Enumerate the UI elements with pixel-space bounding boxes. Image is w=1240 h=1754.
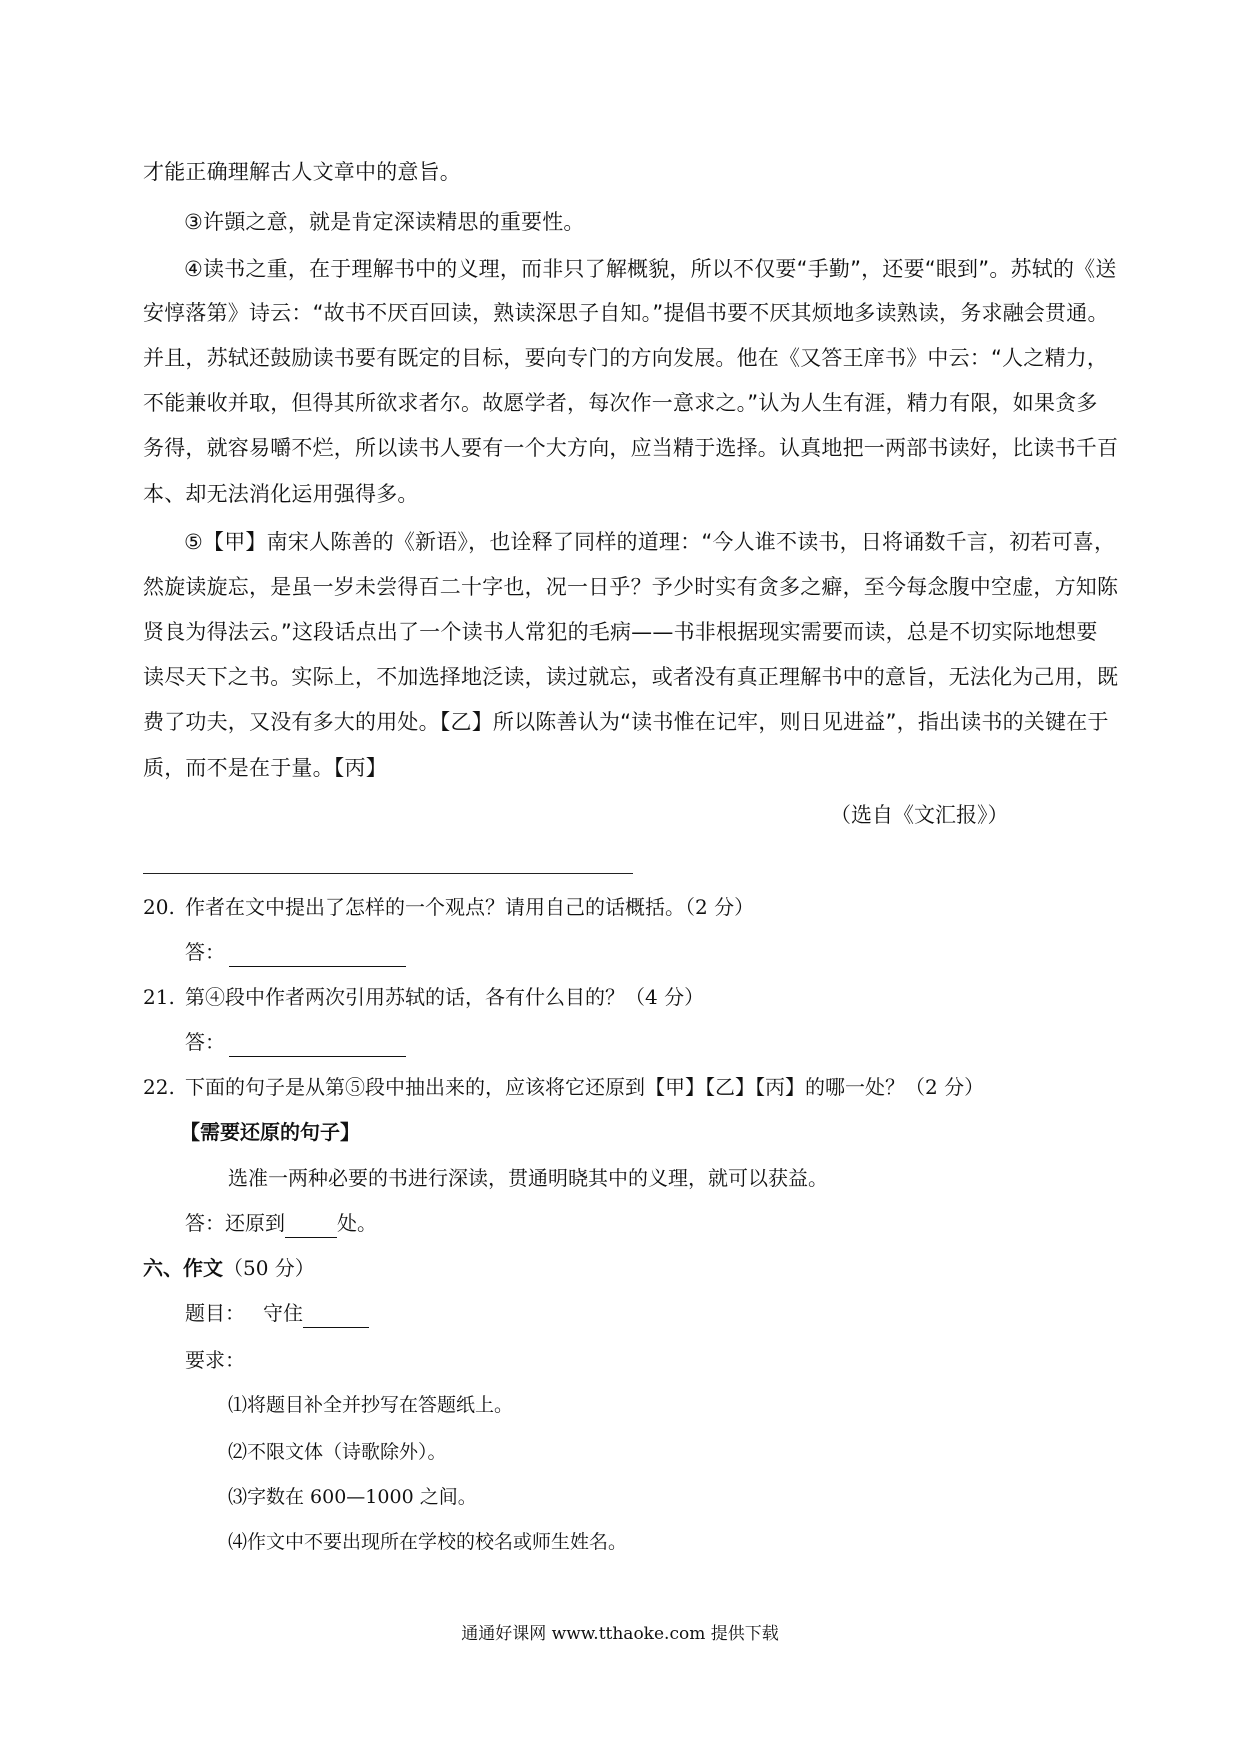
passage-line: ④读书之重，在于理解书中的义理，而非只了解概貌，所以不仅要“手勤”，还要“眼到”。苏轼的《送 xyxy=(184,257,1117,281)
divider-rule xyxy=(143,873,633,874)
restore-sentence: 选准一两种必要的书进行深读，贯通明晓其中的义理，就可以获益。 xyxy=(228,1166,828,1190)
restore-subheading: 【需要还原的句子】 xyxy=(180,1120,360,1144)
requirement-item: ⑶字数在 600—1000 之间。 xyxy=(228,1486,477,1508)
passage-line: 质，而不是在于量。【丙】 xyxy=(143,756,387,780)
topic-blank[interactable] xyxy=(303,1305,369,1328)
requirement-item: ⑵不限文体（诗歌除外）。 xyxy=(228,1441,447,1463)
question-number: 21. xyxy=(143,985,175,1009)
answer-blank[interactable] xyxy=(229,944,406,967)
passage-line: ③许顗之意，就是肯定深读精思的重要性。 xyxy=(184,210,585,234)
passage-line: 贤良为得法云。”这段话点出了一个读书人常犯的毛病——书非根据现实需要而读，总是不切实际地想要 xyxy=(143,620,1098,644)
essay-points: （50 分） xyxy=(223,1256,315,1280)
answer-label: 答： xyxy=(185,1030,225,1054)
question-20 xyxy=(143,892,754,922)
passage-line: 不能兼收并取，但得其所欲求者尔。故愿学者，每次作一意求之。”认为人生有涯，精力有限，如果贪多 xyxy=(143,391,1098,415)
question-text: 下面的句子是从第⑤段中抽出来的，应该将它还原到【甲】【乙】【丙】的哪一处？（2 分） xyxy=(185,1075,985,1099)
topic-text: 守住 xyxy=(263,1301,303,1325)
answer-label: 答： xyxy=(185,940,225,964)
passage-line: 安惇落第》诗云：“故书不厌百回读，熟读深思子自知。”提倡书要不厌其烦地多读熟读，务求融会贯通。 xyxy=(143,301,1109,325)
answer-prefix: 答：还原到 xyxy=(185,1211,285,1235)
passage-line: ⑤【甲】南宋人陈善的《新语》，也诠释了同样的道理：“今人谁不读书，日将诵数千言，初若可喜， xyxy=(184,530,1116,554)
question-text: 作者在文中提出了怎样的一个观点？请用自己的话概括。（2 分） xyxy=(185,895,755,919)
topic-label: 题目： xyxy=(185,1301,245,1325)
question-number: 22. xyxy=(143,1075,175,1099)
requirement-item: ⑷作文中不要出现所在学校的校名或师生姓名。 xyxy=(228,1531,628,1553)
essay-topic xyxy=(185,1298,369,1328)
question-22 xyxy=(143,1072,984,1102)
essay-section-heading xyxy=(143,1253,315,1283)
question-text: 第④段中作者两次引用苏轼的话，各有什么目的？（4 分） xyxy=(185,985,705,1009)
answer-21 xyxy=(185,1027,406,1057)
requirement-item: ⑴将题目补全并抄写在答题纸上。 xyxy=(228,1394,514,1416)
passage-line: 读尽天下之书。实际上，不加选择地泛读，读过就忘，或者没有真正理解书中的意旨，无法化为己用，既 xyxy=(143,665,1119,689)
passage-line: 务得，就容易嚼不烂，所以读书人要有一个大方向，应当精于选择。认真地把一两部书读好，比读书千百 xyxy=(143,436,1119,460)
page-footer: 通通好课网 www.tthaoke.com 提供下载 xyxy=(461,1624,779,1644)
answer-suffix: 处。 xyxy=(337,1211,377,1235)
passage-line: 费了功夫，又没有多大的用处。【乙】所以陈善认为“读书惟在记牢，则日见进益”，指出读书的关键在于 xyxy=(143,710,1109,734)
answer-blank[interactable] xyxy=(229,1034,406,1057)
passage-line: 然旋读旋忘，是虽一岁未尝得百二十字也，况一日乎？予少时实有贪多之癖，至今每念腹中空虚，方知陈 xyxy=(143,575,1119,599)
requirements-label: 要求： xyxy=(185,1348,245,1372)
answer-20 xyxy=(185,937,406,967)
question-number: 20. xyxy=(143,895,175,919)
passage-line: 本、却无法消化运用强得多。 xyxy=(143,482,419,506)
answer-22 xyxy=(185,1208,377,1238)
passage-line: 并且，苏轼还鼓励读书要有既定的目标，要向专门的方向发展。他在《又答王庠书》中云：“人之精力， xyxy=(143,346,1109,370)
question-21 xyxy=(143,982,704,1012)
essay-heading: 六、作文 xyxy=(143,1256,223,1280)
passage-source: （选自《文汇报》） xyxy=(830,803,1009,827)
passage-line: 才能正确理解古人文章中的意旨。 xyxy=(143,160,461,184)
answer-blank[interactable] xyxy=(285,1215,337,1238)
